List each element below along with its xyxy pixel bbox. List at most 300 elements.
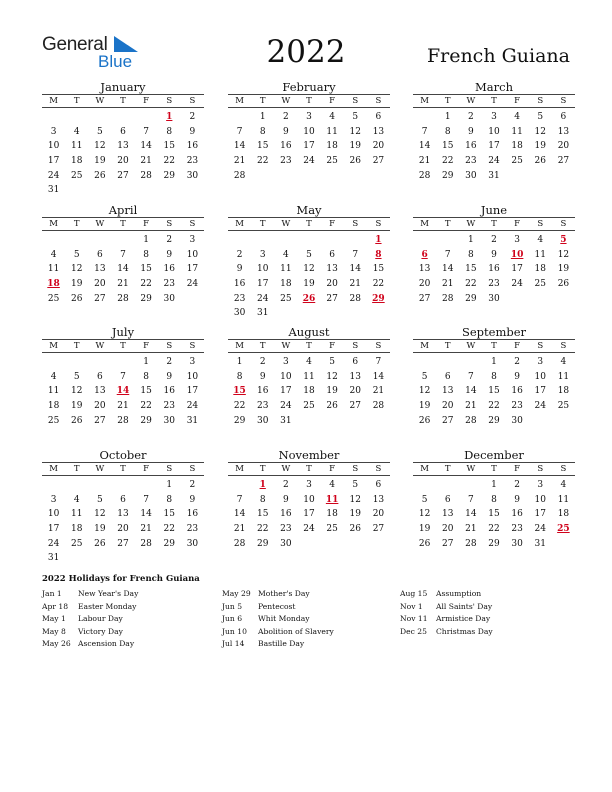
day: 22	[488, 401, 500, 412]
day: 4	[537, 235, 544, 245]
day: 29	[256, 538, 269, 549]
day: 26	[70, 293, 83, 304]
holiday-date: Jun 6	[222, 614, 243, 624]
day: 14	[233, 509, 246, 520]
day: 7	[467, 371, 474, 382]
day: 11	[280, 264, 292, 275]
holiday-row	[222, 601, 334, 614]
day: 21	[140, 524, 152, 535]
day: 5	[421, 371, 428, 382]
holiday-name: Bastille Day	[258, 639, 305, 649]
day: 15	[140, 386, 152, 397]
day: 16	[488, 264, 500, 275]
calendar-year: 2022	[266, 34, 346, 70]
day: 5	[352, 112, 359, 122]
day: 22	[441, 156, 454, 167]
day: 8	[166, 126, 173, 137]
weekday-label: M	[420, 464, 429, 474]
weekday-label: F	[329, 219, 336, 229]
holiday-day: 15	[233, 386, 246, 397]
weekday-label: F	[514, 464, 521, 474]
day: 2	[189, 480, 196, 490]
day: 17	[488, 141, 500, 152]
day: 23	[186, 156, 199, 167]
month-october	[42, 447, 204, 566]
day: 18	[70, 156, 83, 167]
day: 28	[465, 415, 477, 426]
weekday-label: M	[420, 96, 429, 106]
day: 8	[491, 371, 497, 382]
holiday-date: Nov 11	[400, 614, 428, 624]
month-name: February	[282, 80, 336, 94]
day: 31	[47, 553, 60, 564]
month-december	[413, 447, 575, 551]
holiday-name: Victory Day	[78, 626, 123, 636]
holiday-name: Ascension Day	[78, 639, 135, 649]
day: 26	[534, 156, 546, 167]
day: 14	[140, 141, 152, 152]
day: 3	[514, 235, 520, 245]
empty-cell	[297, 233, 320, 248]
empty-cell	[459, 478, 482, 493]
holiday-name: Abolition of Slavery	[258, 626, 334, 636]
day: 27	[441, 538, 454, 549]
day: 17	[534, 386, 546, 397]
day: 26	[70, 415, 83, 426]
day: 24	[186, 401, 199, 412]
weekday-label: W	[466, 219, 476, 229]
holiday-name: Armistice Day	[436, 614, 491, 624]
weekday-label: S	[189, 96, 196, 106]
day-grid	[228, 233, 390, 321]
day: 22	[256, 524, 269, 535]
holiday-day: 11	[325, 494, 339, 505]
day: 10	[186, 371, 199, 382]
holiday-name: Assumption	[436, 589, 482, 598]
holiday-date: Jul 14	[222, 639, 245, 649]
day: 19	[94, 156, 106, 167]
day: 4	[560, 480, 567, 490]
weekday-label: T	[491, 96, 497, 106]
day: 12	[94, 509, 106, 520]
holiday-name: New Year's Day	[78, 589, 139, 598]
day: 5	[73, 249, 80, 260]
day: 15	[140, 264, 152, 275]
weekday-label: S	[560, 341, 567, 351]
month-august	[228, 324, 390, 428]
day: 2	[282, 112, 289, 122]
day-grid	[228, 355, 390, 428]
day: 4	[560, 357, 567, 367]
day: 19	[303, 279, 315, 290]
day: 11	[47, 264, 60, 275]
day: 3	[189, 357, 196, 367]
day: 21	[372, 386, 385, 397]
holiday-name: Easter Monday	[78, 601, 137, 611]
day: 2	[236, 249, 243, 260]
day: 1	[491, 357, 497, 367]
day: 15	[488, 386, 500, 397]
weekday-label: M	[49, 341, 58, 351]
day: 13	[441, 386, 454, 397]
weekday-label: F	[143, 341, 150, 351]
month-june	[413, 202, 575, 306]
day: 8	[236, 371, 243, 382]
day: 30	[233, 308, 246, 319]
empty-cell	[459, 355, 482, 370]
day-grid	[413, 110, 575, 183]
day: 13	[372, 126, 385, 137]
day: 10	[303, 494, 315, 505]
day: 19	[418, 524, 431, 535]
holiday-name: Labour Day	[78, 614, 123, 624]
weekday-label: S	[375, 464, 382, 474]
day: 14	[117, 264, 129, 275]
weekday-label: S	[375, 341, 382, 351]
day: 22	[163, 156, 175, 167]
day: 12	[418, 386, 431, 397]
empty-cell	[88, 478, 111, 493]
weekday-label: T	[73, 96, 80, 106]
day: 22	[488, 524, 500, 535]
day: 7	[444, 249, 451, 260]
empty-cell	[436, 478, 459, 493]
empty-cell	[274, 233, 297, 248]
day: 16	[163, 264, 175, 275]
empty-cell	[65, 233, 88, 248]
holiday-date: May 26	[42, 639, 71, 649]
day: 1	[143, 357, 149, 367]
day: 11	[326, 126, 338, 137]
day: 15	[441, 141, 454, 152]
day: 15	[163, 509, 175, 520]
holiday-name: All Saints' Day	[436, 601, 493, 611]
day: 30	[511, 415, 523, 426]
day-grid	[228, 110, 390, 183]
day: 25	[70, 170, 83, 181]
day: 11	[557, 371, 570, 382]
holiday-day: 26	[302, 293, 316, 304]
day: 10	[186, 249, 199, 260]
day: 19	[94, 524, 106, 535]
day: 6	[375, 112, 382, 122]
day: 9	[259, 371, 266, 382]
holiday-date: Jun 10	[222, 626, 247, 636]
weekday-label: S	[560, 219, 567, 229]
day: 11	[511, 126, 523, 137]
day: 27	[94, 293, 106, 304]
weekday-label: M	[235, 341, 244, 351]
weekday-header	[228, 339, 390, 353]
day: 25	[47, 293, 60, 304]
holiday-row	[42, 601, 138, 614]
weekday-label: T	[444, 219, 451, 229]
day: 25	[70, 538, 83, 549]
day: 16	[256, 386, 269, 397]
day: 18	[534, 264, 546, 275]
day: 3	[306, 112, 312, 122]
day: 25	[511, 156, 523, 167]
day: 3	[306, 480, 312, 490]
weekday-label: T	[73, 219, 80, 229]
day: 6	[120, 494, 126, 505]
weekday-label: F	[143, 219, 150, 229]
day: 1	[467, 235, 474, 245]
day: 5	[352, 480, 359, 490]
holiday-name: Pentecost	[258, 601, 296, 611]
day: 10	[256, 264, 269, 275]
day: 18	[280, 279, 292, 290]
weekday-label: M	[49, 464, 58, 474]
day: 22	[256, 156, 269, 167]
weekday-label: S	[352, 96, 359, 106]
day: 4	[50, 249, 57, 260]
empty-cell	[65, 478, 88, 493]
empty-cell	[413, 478, 436, 493]
weekday-label: F	[143, 96, 150, 106]
day: 30	[511, 538, 523, 549]
day: 7	[236, 126, 243, 137]
day: 25	[534, 279, 546, 290]
holiday-row	[400, 613, 493, 626]
day: 10	[534, 371, 546, 382]
day: 4	[514, 112, 520, 122]
empty-cell	[42, 478, 65, 493]
day: 3	[537, 480, 544, 490]
day: 7	[352, 249, 359, 260]
day: 24	[511, 279, 523, 290]
weekday-label: S	[352, 341, 359, 351]
day: 16	[511, 386, 523, 397]
day: 7	[143, 494, 149, 505]
empty-cell	[42, 233, 65, 248]
empty-cell	[111, 110, 134, 125]
weekday-label: T	[73, 464, 80, 474]
day: 28	[233, 538, 246, 549]
holiday-row	[222, 638, 334, 651]
weekday-label: F	[143, 464, 150, 474]
day: 29	[233, 415, 246, 426]
weekday-label: W	[466, 96, 476, 106]
day: 31	[256, 308, 269, 319]
weekday-label: S	[537, 464, 544, 474]
day: 22	[233, 401, 246, 412]
day: 6	[96, 249, 103, 260]
day: 31	[488, 170, 500, 181]
day: 9	[514, 494, 520, 505]
holiday-date: Dec 25	[400, 626, 427, 636]
day: 14	[418, 141, 431, 152]
holiday-day: 25	[557, 524, 570, 535]
holiday-day: 1	[166, 112, 173, 122]
day: 20	[441, 524, 454, 535]
day: 5	[329, 357, 335, 367]
day: 30	[488, 293, 500, 304]
weekday-header	[228, 94, 390, 108]
day: 12	[94, 141, 106, 152]
day: 20	[372, 141, 385, 152]
day: 17	[186, 386, 199, 397]
day: 9	[491, 249, 497, 260]
weekday-label: W	[95, 341, 105, 351]
holiday-day: 8	[375, 249, 382, 260]
day: 28	[140, 538, 152, 549]
day: 16	[465, 141, 477, 152]
day: 25	[280, 293, 292, 304]
weekday-label: F	[329, 96, 336, 106]
day: 17	[47, 156, 60, 167]
day: 11	[534, 249, 546, 260]
day: 27	[94, 415, 106, 426]
day: 5	[73, 371, 80, 382]
day: 13	[117, 141, 129, 152]
holiday-row	[42, 638, 138, 651]
holiday-name: Mother's Day	[258, 589, 310, 598]
day: 5	[306, 249, 312, 260]
day: 2	[514, 480, 520, 490]
day: 24	[534, 524, 546, 535]
day: 13	[94, 264, 106, 275]
month-april	[42, 202, 204, 306]
day: 23	[256, 401, 269, 412]
day: 20	[441, 401, 454, 412]
day: 19	[326, 386, 338, 397]
day: 25	[557, 401, 570, 412]
day: 4	[329, 112, 335, 122]
weekday-label: M	[235, 96, 244, 106]
empty-cell	[413, 355, 436, 370]
day: 27	[372, 524, 385, 535]
day: 6	[444, 494, 451, 505]
day: 11	[303, 371, 315, 382]
day: 12	[557, 249, 570, 260]
weekday-label: F	[329, 464, 336, 474]
empty-cell	[135, 478, 158, 493]
day: 13	[326, 264, 338, 275]
weekday-label: S	[166, 341, 173, 351]
day: 6	[560, 112, 567, 122]
weekday-label: S	[166, 464, 173, 474]
day: 30	[163, 415, 175, 426]
day: 6	[120, 126, 126, 137]
holiday-date: Apr 18	[42, 601, 69, 611]
day: 7	[467, 494, 474, 505]
weekday-label: T	[306, 219, 312, 229]
holiday-row	[400, 626, 493, 639]
empty-cell	[135, 110, 158, 125]
day: 9	[189, 494, 196, 505]
day: 3	[50, 494, 57, 505]
weekday-header	[413, 339, 575, 353]
day: 1	[236, 357, 243, 367]
day: 13	[372, 494, 385, 505]
month-name: July	[111, 325, 135, 339]
day: 1	[491, 480, 497, 490]
day: 21	[465, 524, 477, 535]
weekday-label: S	[537, 219, 544, 229]
day: 27	[557, 156, 570, 167]
day: 7	[236, 494, 243, 505]
day: 25	[326, 524, 338, 535]
day: 5	[537, 112, 544, 122]
day: 6	[375, 480, 382, 490]
day: 19	[349, 141, 361, 152]
day: 24	[534, 401, 546, 412]
holiday-row	[42, 588, 138, 601]
day: 23	[186, 524, 199, 535]
month-september	[413, 324, 575, 428]
day-grid	[42, 478, 204, 566]
empty-cell	[42, 110, 65, 125]
empty-cell	[436, 355, 459, 370]
weekday-label: T	[444, 341, 451, 351]
day: 26	[94, 538, 106, 549]
day: 24	[280, 401, 292, 412]
day: 14	[140, 509, 152, 520]
day: 7	[120, 371, 126, 382]
empty-cell	[65, 110, 88, 125]
day: 29	[465, 293, 477, 304]
day: 27	[372, 156, 385, 167]
holiday-row	[42, 613, 138, 626]
day: 1	[143, 235, 149, 245]
month-name: May	[296, 203, 322, 217]
weekday-label: W	[95, 464, 105, 474]
day: 17	[511, 264, 523, 275]
day-grid	[228, 478, 390, 551]
weekday-label: T	[491, 341, 497, 351]
month-name: April	[108, 203, 138, 217]
day: 27	[326, 293, 338, 304]
weekday-label: S	[189, 464, 196, 474]
day: 13	[557, 126, 570, 137]
day: 12	[534, 126, 546, 137]
empty-cell	[65, 355, 88, 370]
day: 18	[511, 141, 523, 152]
weekday-label: M	[49, 96, 58, 106]
day: 1	[444, 112, 451, 122]
holiday-day: 6	[421, 249, 428, 260]
weekday-header	[42, 462, 204, 476]
weekday-label: W	[281, 341, 291, 351]
day: 18	[326, 509, 338, 520]
day: 2	[491, 235, 497, 245]
holiday-date: Aug 15	[400, 589, 428, 598]
day: 22	[163, 524, 175, 535]
day: 22	[465, 279, 477, 290]
day: 24	[488, 156, 500, 167]
holiday-day: 5	[560, 235, 567, 245]
empty-cell	[228, 110, 251, 125]
month-name: November	[278, 448, 340, 462]
day: 28	[349, 293, 361, 304]
day: 15	[488, 509, 500, 520]
empty-cell	[88, 110, 111, 125]
day: 2	[467, 112, 474, 122]
day: 9	[189, 126, 196, 137]
day: 17	[186, 264, 199, 275]
day: 28	[140, 170, 152, 181]
holiday-day: 1	[259, 480, 266, 490]
day: 21	[465, 401, 477, 412]
day: 5	[96, 126, 103, 137]
day: 15	[256, 509, 269, 520]
day: 18	[303, 386, 315, 397]
day: 8	[143, 371, 149, 382]
day: 23	[163, 279, 175, 290]
day: 7	[120, 249, 126, 260]
empty-cell	[228, 233, 251, 248]
